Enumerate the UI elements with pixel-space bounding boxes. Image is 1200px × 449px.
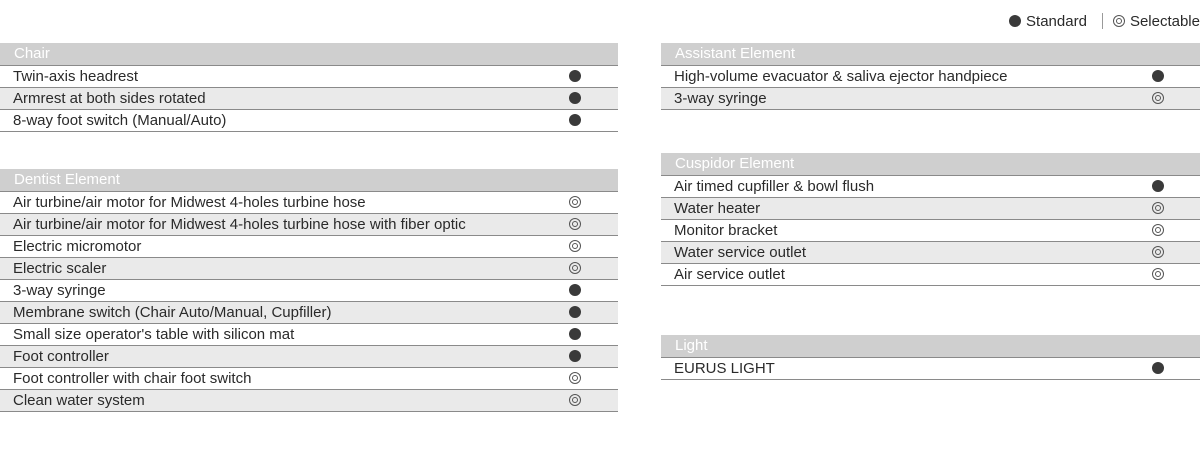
- table-row: [661, 358, 1200, 380]
- table-row: [661, 66, 1200, 88]
- table-row: [0, 66, 618, 88]
- row-label: Small size operator's table with silicon mat: [13, 326, 295, 343]
- row-label: Electric micromotor: [13, 238, 142, 255]
- section-cuspidor-element: [661, 153, 1200, 286]
- section-title: Assistant Element: [661, 43, 1200, 66]
- section-title: Light: [661, 335, 1200, 358]
- selectable-circle-icon: [1152, 268, 1164, 280]
- legend-selectable: [1113, 13, 1200, 30]
- table-row: [661, 176, 1200, 198]
- selectable-circle-icon: [1152, 92, 1164, 104]
- selectable-circle-icon: [1152, 246, 1164, 258]
- row-label: Monitor bracket: [674, 222, 778, 239]
- standard-dot-icon: [569, 350, 581, 362]
- row-label: High-volume evacuator & saliva ejector handpiece: [674, 68, 1008, 85]
- standard-dot-icon: [569, 328, 581, 340]
- legend-divider: [1102, 13, 1103, 29]
- standard-dot-icon: [1152, 362, 1164, 374]
- filled-circle-icon: [1009, 15, 1021, 27]
- row-label: Clean water system: [13, 392, 145, 409]
- double-circle-icon: [1113, 15, 1125, 27]
- table-row: [0, 258, 618, 280]
- row-label: Twin-axis headrest: [13, 68, 139, 85]
- row-label: EURUS LIGHT: [674, 360, 775, 377]
- table-row: [0, 280, 618, 302]
- table-row: [0, 346, 618, 368]
- table-row: [661, 242, 1200, 264]
- standard-dot-icon: [569, 284, 581, 296]
- table-row: [0, 88, 618, 110]
- row-label: Air turbine/air motor for Midwest 4-holes turbine hose with fiber optic: [13, 216, 466, 233]
- table-row: [661, 198, 1200, 220]
- legend: [1009, 11, 1200, 31]
- table-row: [0, 390, 618, 412]
- selectable-circle-icon: [1152, 224, 1164, 236]
- table-row: [661, 88, 1200, 110]
- table-row: [0, 302, 618, 324]
- section-light: [661, 335, 1200, 380]
- row-label: Water service outlet: [674, 244, 806, 261]
- section-chair: [0, 43, 618, 132]
- row-label: Foot controller with chair foot switch: [13, 370, 252, 387]
- row-label: Air service outlet: [674, 266, 785, 283]
- legend-selectable-label: Selectable: [1129, 12, 1200, 30]
- row-label: Armrest at both sides rotated: [13, 90, 206, 107]
- standard-dot-icon: [569, 114, 581, 126]
- selectable-circle-icon: [569, 262, 581, 274]
- table-row: [0, 110, 618, 132]
- selectable-circle-icon: [569, 196, 581, 208]
- table-row: [0, 368, 618, 390]
- table-row: [0, 324, 618, 346]
- table-row: [661, 220, 1200, 242]
- table-row: [661, 264, 1200, 286]
- table-row: [0, 214, 618, 236]
- standard-dot-icon: [569, 70, 581, 82]
- row-label: Air turbine/air motor for Midwest 4-holes turbine hose: [13, 194, 366, 211]
- table-row: [0, 236, 618, 258]
- row-label: 8-way foot switch (Manual/Auto): [13, 112, 227, 129]
- row-label: 3-way syringe: [13, 282, 106, 299]
- standard-dot-icon: [569, 92, 581, 104]
- selectable-circle-icon: [569, 218, 581, 230]
- section-title: Dentist Element: [0, 169, 618, 192]
- row-label: Membrane switch (Chair Auto/Manual, Cupfiller): [13, 304, 332, 321]
- standard-dot-icon: [1152, 70, 1164, 82]
- row-label: Electric scaler: [13, 260, 107, 277]
- section-title: Cuspidor Element: [661, 153, 1200, 176]
- selectable-circle-icon: [569, 394, 581, 406]
- section-title: Chair: [0, 43, 618, 66]
- row-label: Air timed cupfiller & bowl flush: [674, 178, 875, 195]
- legend-standard-label: Standard: [1026, 12, 1087, 30]
- table-row: [0, 192, 618, 214]
- legend-standard: [1009, 13, 1087, 30]
- standard-dot-icon: [569, 306, 581, 318]
- standard-dot-icon: [1152, 180, 1164, 192]
- selectable-circle-icon: [569, 240, 581, 252]
- row-label: 3-way syringe: [674, 90, 767, 107]
- selectable-circle-icon: [1152, 202, 1164, 214]
- selectable-circle-icon: [569, 372, 581, 384]
- row-label: Water heater: [674, 200, 761, 217]
- row-label: Foot controller: [13, 348, 109, 365]
- section-assistant-element: [661, 43, 1200, 110]
- section-dentist-element: [0, 169, 618, 412]
